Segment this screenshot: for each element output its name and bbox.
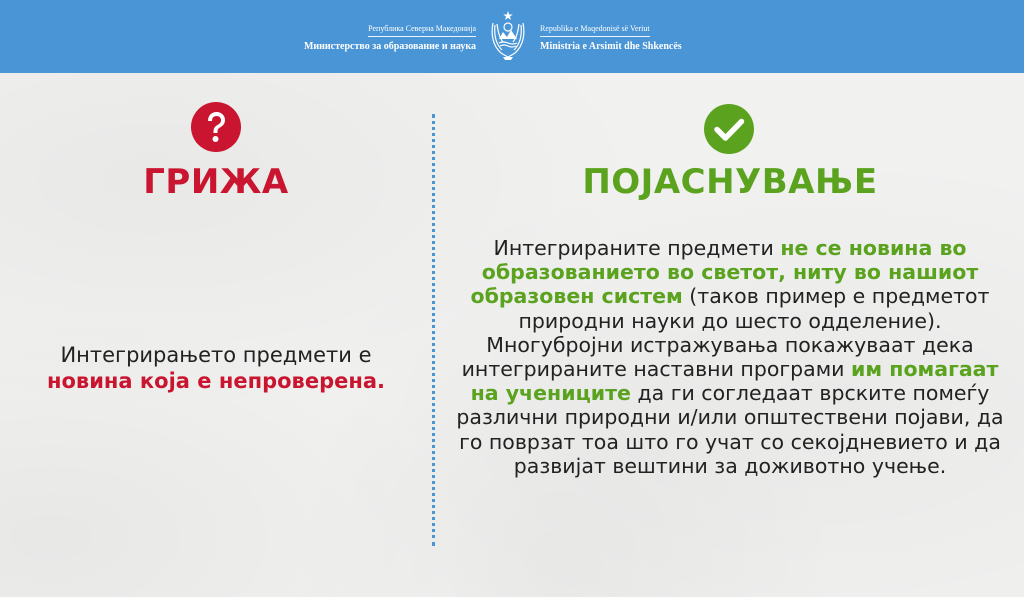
worry-text-highlight: новина која е непроверена.: [46, 369, 386, 393]
country-name-macedonian: Република Северна Македонија: [368, 23, 476, 37]
worry-text-main: Интегрирањето предмети е: [60, 343, 372, 367]
explanation-text-3: да ги согледаат врските помеѓу различни природни и/или општествени појави, да го поврзат тоа што го учат со секојдневието и да развијат вештини за доживотно учење.: [456, 381, 1004, 478]
question-circle-icon: [191, 102, 241, 152]
worry-statement: [0, 342, 432, 394]
column-divider: [432, 114, 435, 546]
ministry-title-albanian: Ministria e Arsimit dhe Shkencës: [540, 41, 682, 52]
country-name-albanian: Republika e Maqedonisë së Veriut: [540, 23, 650, 37]
header-bar: [0, 0, 1024, 73]
explanation-title: ПОЈАСНУВАЊЕ: [582, 162, 878, 202]
ministry-name-macedonian: [304, 18, 476, 54]
ministry-title-macedonian: Министерство за образование и наука: [303, 41, 476, 52]
explanation-text-2: (таков пример е предметот природни науки до шесто одделение). Многубројни истражувања покажуваат дека интегрираните наставни програми: [461, 284, 990, 382]
explanation-highlight-1: не се новина во образованието во светот, ниту во нашиот образовен систем: [470, 236, 979, 309]
explanation-highlight-2: им помагаат на учениците: [470, 357, 999, 406]
worry-title: ГРИЖА: [143, 162, 289, 202]
explanation-paragraph: [450, 236, 1010, 478]
explanation-text-1: Интегрираните предмети: [493, 236, 781, 260]
coat-of-arms-icon: [483, 5, 533, 61]
ministry-name-albanian: [540, 18, 682, 54]
check-circle-icon: [704, 104, 754, 154]
